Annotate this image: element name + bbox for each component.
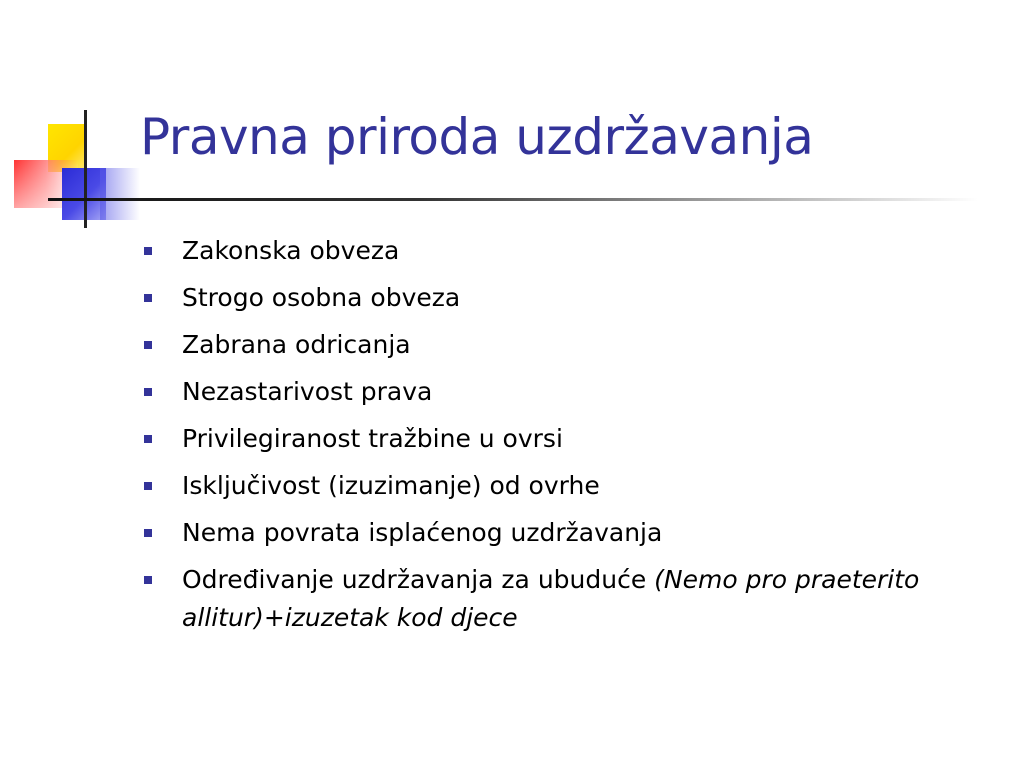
list-item: [140, 467, 920, 505]
bullet-list: [140, 232, 920, 646]
bullet-text: Određivanje uzdržavanja za ubuduće: [182, 565, 655, 594]
square-bullet-icon: [144, 435, 152, 443]
list-item: [140, 279, 920, 317]
square-bullet-icon: [144, 576, 152, 584]
vertical-rule: [84, 110, 87, 228]
list-item: [140, 326, 920, 364]
square-bullet-icon: [144, 341, 152, 349]
bullet-text: Privilegiranost tražbine u ovrsi: [182, 424, 563, 453]
square-bullet-icon: [144, 247, 152, 255]
bullet-italic-text: (Nemo pro praeterito allitur)+izuzetak kod djece: [182, 565, 920, 632]
title-underline: [48, 198, 978, 201]
bullet-text: Zabrana odricanja: [182, 330, 411, 359]
bullet-text: Strogo osobna obveza: [182, 283, 461, 312]
slide-title: Pravna priroda uzdržavanja: [140, 108, 814, 166]
bullet-text: Nezastarivost prava: [182, 377, 433, 406]
list-item: [140, 561, 920, 637]
list-item: [140, 232, 920, 270]
list-item: [140, 420, 920, 458]
square-bullet-icon: [144, 482, 152, 490]
square-bullet-icon: [144, 294, 152, 302]
square-bullet-icon: [144, 388, 152, 396]
blue-square-fade: [100, 168, 140, 220]
bullet-text: Nema povrata isplaćenog uzdržavanja: [182, 518, 663, 547]
list-item: [140, 373, 920, 411]
bullet-text: Zakonska obveza: [182, 236, 400, 265]
square-bullet-icon: [144, 529, 152, 537]
bullet-text: Isključivost (izuzimanje) od ovrhe: [182, 471, 600, 500]
list-item: [140, 514, 920, 552]
color-squares-logo-icon: [0, 0, 150, 240]
